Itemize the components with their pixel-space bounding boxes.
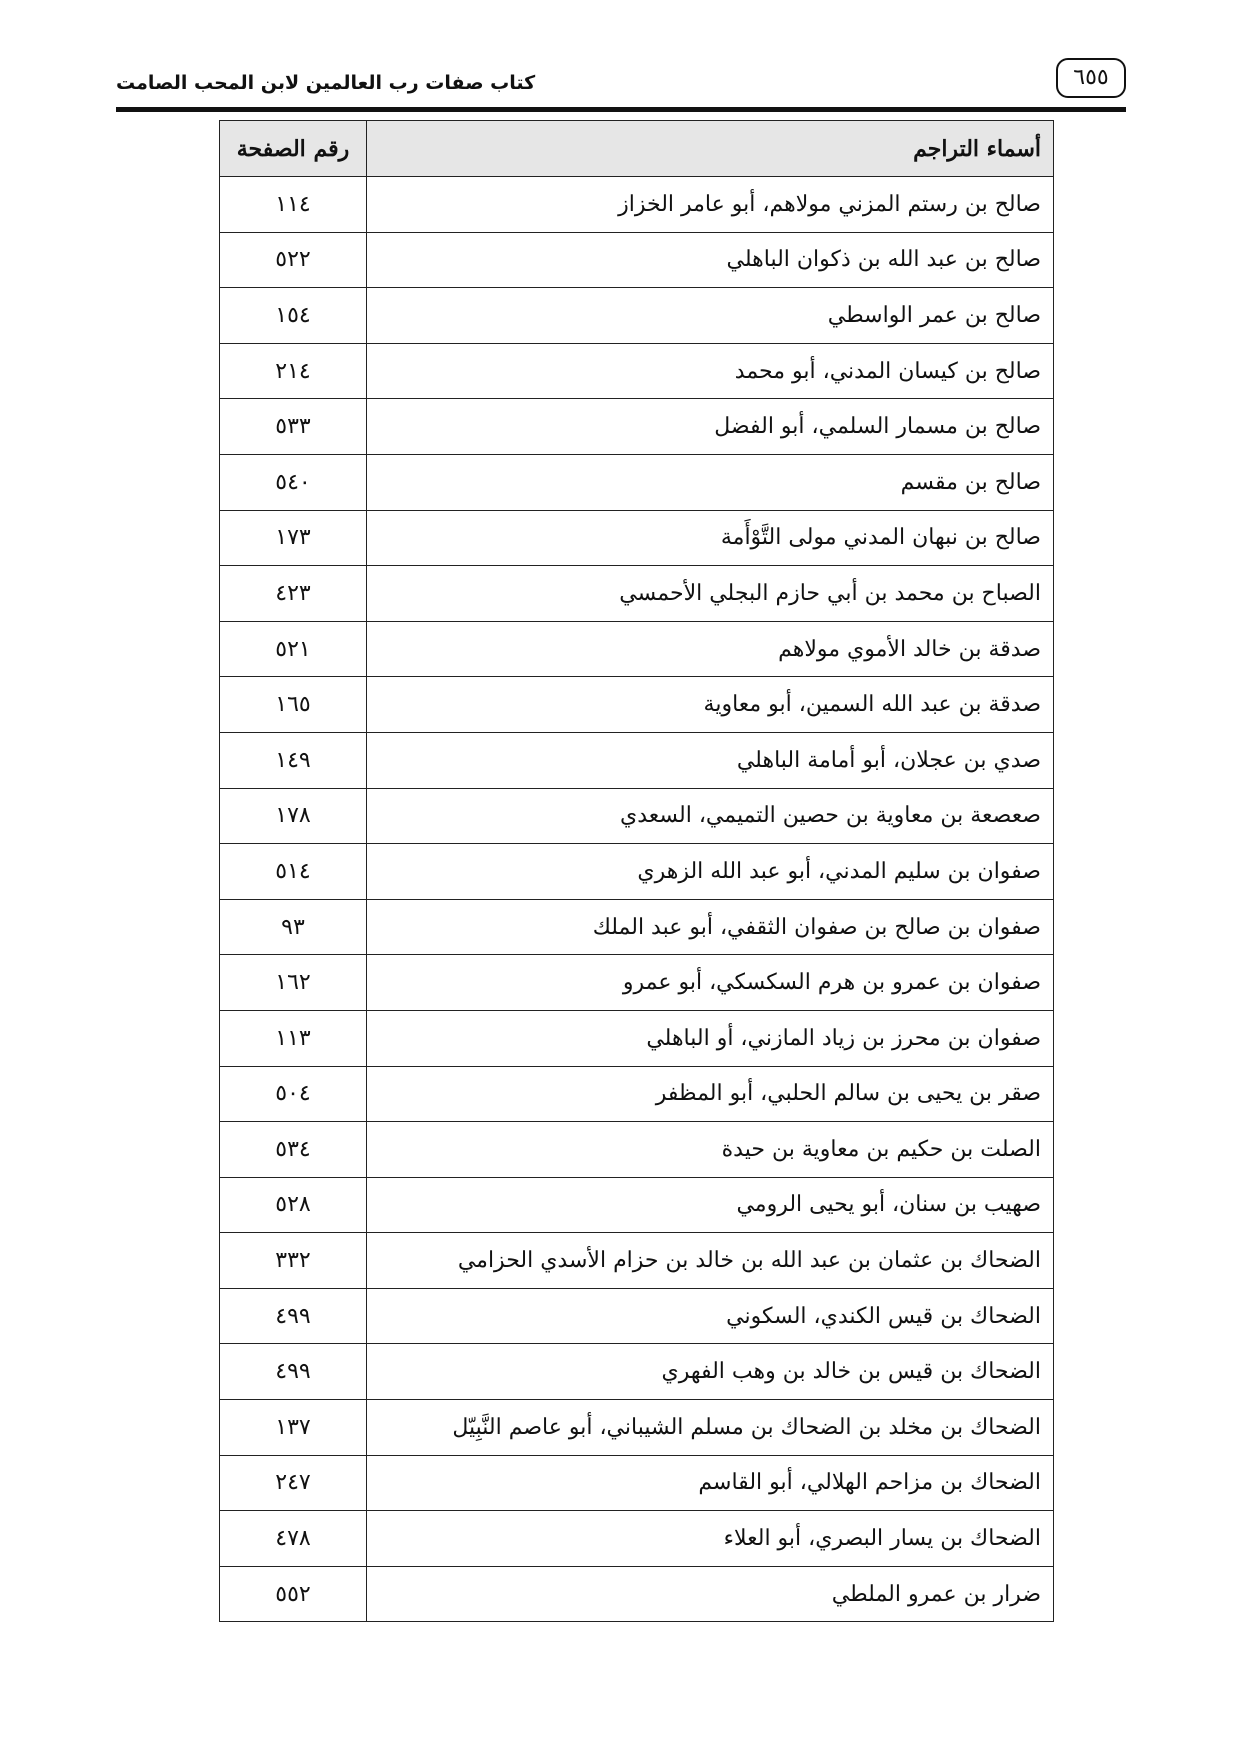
page-reference: ١٥٤ (220, 288, 367, 344)
header-rule (116, 107, 1126, 112)
biography-name: صالح بن مقسم (367, 454, 1054, 510)
table-row (220, 1288, 1054, 1344)
biography-name: الضحاك بن مخلد بن الضحاك بن مسلم الشيباني، أبو عاصم النَّبِيّل (367, 1400, 1054, 1456)
biography-name: صفوان بن عمرو بن هرم السكسكي، أبو عمرو (367, 955, 1054, 1011)
table-row (220, 1566, 1054, 1622)
table-row (220, 343, 1054, 399)
biography-name: صدقة بن خالد الأموي مولاهم (367, 621, 1054, 677)
table-row (220, 788, 1054, 844)
biography-name: الضحاك بن يسار البصري، أبو العلاء (367, 1511, 1054, 1567)
biography-name: صالح بن مسمار السلمي، أبو الفضل (367, 399, 1054, 455)
table-row (220, 844, 1054, 900)
table-row (220, 1066, 1054, 1122)
biography-name: الضحاك بن مزاحم الهلالي، أبو القاسم (367, 1455, 1054, 1511)
page-reference: ٩٣ (220, 899, 367, 955)
biography-name: صالح بن نبهان المدني مولى التَّوْأَمة (367, 510, 1054, 566)
table-row (220, 621, 1054, 677)
biography-name: صالح بن كيسان المدني، أبو محمد (367, 343, 1054, 399)
page-reference: ٥٣٤ (220, 1122, 367, 1178)
page-reference: ٥٢١ (220, 621, 367, 677)
table-row (220, 510, 1054, 566)
biography-name: صعصعة بن معاوية بن حصين التميمي، السعدي (367, 788, 1054, 844)
table-body (220, 177, 1054, 1622)
table-row (220, 1344, 1054, 1400)
biography-name: صدقة بن عبد الله السمين، أبو معاوية (367, 677, 1054, 733)
page-reference: ١٤٩ (220, 732, 367, 788)
page-reference: ٥٢٨ (220, 1177, 367, 1233)
table-row (220, 288, 1054, 344)
page-reference: ١٣٧ (220, 1400, 367, 1456)
table-row (220, 454, 1054, 510)
page-reference: ١١٣ (220, 1010, 367, 1066)
biography-name: الضحاك بن قيس بن خالد بن وهب الفهري (367, 1344, 1054, 1400)
table-row (220, 677, 1054, 733)
page-reference: ٥٤٠ (220, 454, 367, 510)
biography-name: الضحاك بن عثمان بن عبد الله بن خالد بن حزام الأسدي الحزامي (367, 1233, 1054, 1289)
book-title: كتاب صفات رب العالمين لابن المحب الصامت (116, 72, 536, 94)
table-row (220, 1455, 1054, 1511)
page-reference: ٥٥٢ (220, 1566, 367, 1622)
page-reference: ٤٧٨ (220, 1511, 367, 1567)
page-reference: ٤٩٩ (220, 1288, 367, 1344)
page-header (116, 58, 1126, 110)
page-column-header: رقم الصفحة (220, 121, 367, 177)
table-row (220, 1010, 1054, 1066)
page-number: ٦٥٥ (1056, 58, 1126, 98)
page-reference: ٥٢٢ (220, 232, 367, 288)
page-reference: ١٦٥ (220, 677, 367, 733)
biography-name: صفوان بن سليم المدني، أبو عبد الله الزهري (367, 844, 1054, 900)
biography-name: الصلت بن حكيم بن معاوية بن حيدة (367, 1122, 1054, 1178)
table-row (220, 1177, 1054, 1233)
biography-name: صهيب بن سنان، أبو يحيى الرومي (367, 1177, 1054, 1233)
biography-name: صالح بن عمر الواسطي (367, 288, 1054, 344)
biographies-index-table (219, 120, 1054, 1622)
page-reference: ١٧٣ (220, 510, 367, 566)
page-reference: ١٦٢ (220, 955, 367, 1011)
page-reference: ٣٣٢ (220, 1233, 367, 1289)
table-header-row (220, 121, 1054, 177)
biography-name: ضرار بن عمرو الملطي (367, 1566, 1054, 1622)
page-reference: ٤٩٩ (220, 1344, 367, 1400)
page-reference: ٢١٤ (220, 343, 367, 399)
table-row (220, 1233, 1054, 1289)
page-reference: ٥١٤ (220, 844, 367, 900)
biography-name: صفوان بن محرز بن زياد المازني، أو الباهلي (367, 1010, 1054, 1066)
table-row (220, 1400, 1054, 1456)
biography-name: صدي بن عجلان، أبو أمامة الباهلي (367, 732, 1054, 788)
page-reference: ٤٢٣ (220, 566, 367, 622)
biography-name: صفوان بن صالح بن صفوان الثقفي، أبو عبد الملك (367, 899, 1054, 955)
biography-name: صالح بن عبد الله بن ذكوان الباهلي (367, 232, 1054, 288)
table-row (220, 232, 1054, 288)
table-row (220, 955, 1054, 1011)
biography-name: الضحاك بن قيس الكندي، السكوني (367, 1288, 1054, 1344)
biography-name: صقر بن يحيى بن سالم الحلبي، أبو المظفر (367, 1066, 1054, 1122)
names-column-header: أسماء التراجم (367, 121, 1054, 177)
table-row (220, 1511, 1054, 1567)
page-reference: ٥٠٤ (220, 1066, 367, 1122)
table-row (220, 899, 1054, 955)
table-row (220, 732, 1054, 788)
table-row (220, 1122, 1054, 1178)
table-row (220, 177, 1054, 233)
page-reference: ٢٤٧ (220, 1455, 367, 1511)
page-reference: ١٧٨ (220, 788, 367, 844)
page-reference: ٥٣٣ (220, 399, 367, 455)
table-row (220, 566, 1054, 622)
biography-name: الصباح بن محمد بن أبي حازم البجلي الأحمسي (367, 566, 1054, 622)
table-row (220, 399, 1054, 455)
biography-name: صالح بن رستم المزني مولاهم، أبو عامر الخزاز (367, 177, 1054, 233)
page-reference: ١١٤ (220, 177, 367, 233)
